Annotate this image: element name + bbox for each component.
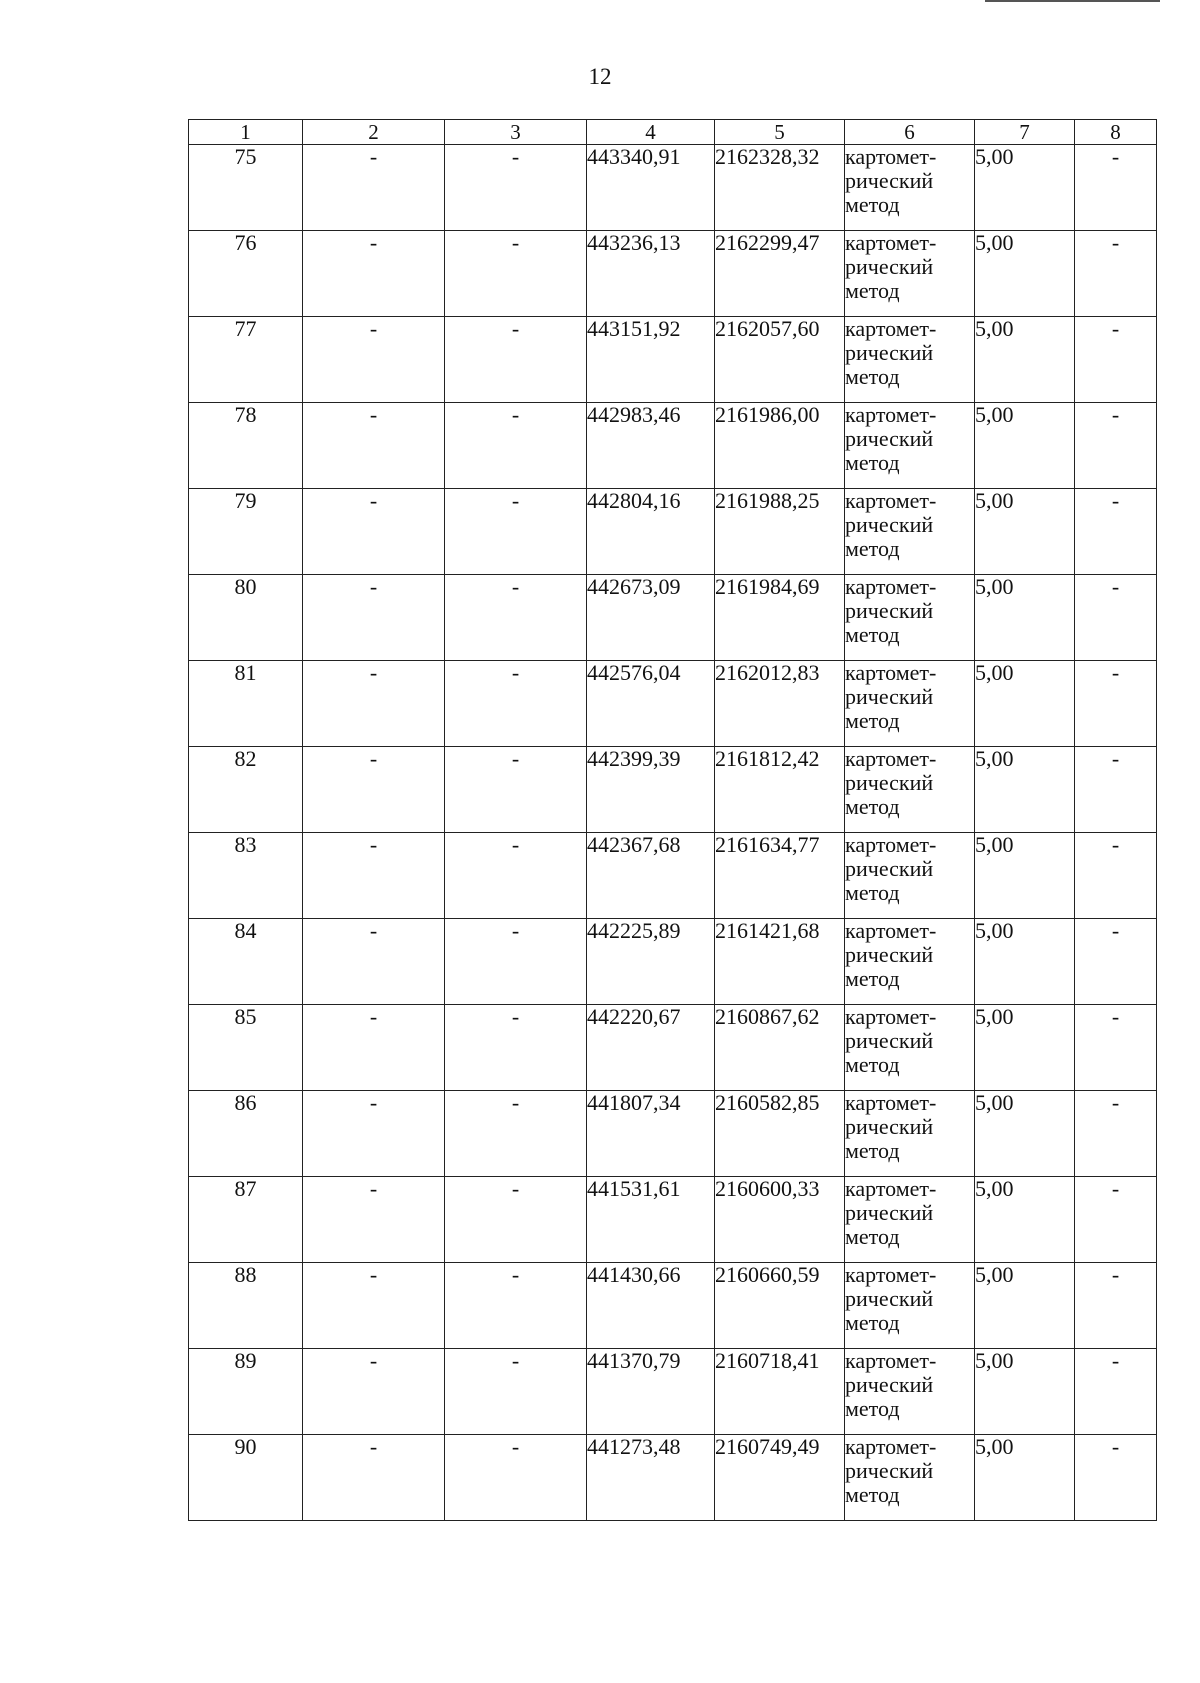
column-8-cell: - xyxy=(1075,1349,1157,1435)
column-2-cell: - xyxy=(303,575,445,661)
x-coordinate-cell: 442399,39 xyxy=(587,747,715,833)
column-2-cell: - xyxy=(303,403,445,489)
column-header: 8 xyxy=(1075,120,1157,145)
column-8-cell: - xyxy=(1075,661,1157,747)
method-cell: картомет- рический метод xyxy=(845,919,975,1005)
column-3-cell: - xyxy=(445,833,587,919)
column-2-cell: - xyxy=(303,919,445,1005)
point-number-cell: 75 xyxy=(189,145,303,231)
method-cell: картомет- рический метод xyxy=(845,1005,975,1091)
point-number-cell: 86 xyxy=(189,1091,303,1177)
column-3-cell: - xyxy=(445,661,587,747)
y-coordinate-cell: 2160582,85 xyxy=(715,1091,845,1177)
accuracy-cell: 5,00 xyxy=(975,1005,1075,1091)
accuracy-cell: 5,00 xyxy=(975,833,1075,919)
accuracy-cell: 5,00 xyxy=(975,661,1075,747)
accuracy-cell: 5,00 xyxy=(975,575,1075,661)
scan-edge-mark xyxy=(985,0,1160,2)
method-cell: картомет- рический метод xyxy=(845,575,975,661)
column-header: 4 xyxy=(587,120,715,145)
y-coordinate-cell: 2161634,77 xyxy=(715,833,845,919)
table-row xyxy=(189,145,1157,231)
accuracy-cell: 5,00 xyxy=(975,489,1075,575)
y-coordinate-cell: 2160718,41 xyxy=(715,1349,845,1435)
y-coordinate-cell: 2162328,32 xyxy=(715,145,845,231)
point-number-cell: 83 xyxy=(189,833,303,919)
accuracy-cell: 5,00 xyxy=(975,1435,1075,1521)
method-cell: картомет- рический метод xyxy=(845,317,975,403)
column-2-cell: - xyxy=(303,1177,445,1263)
column-3-cell: - xyxy=(445,317,587,403)
column-8-cell: - xyxy=(1075,747,1157,833)
column-3-cell: - xyxy=(445,575,587,661)
point-number-cell: 84 xyxy=(189,919,303,1005)
table-row xyxy=(189,1435,1157,1521)
coordinates-table xyxy=(188,119,1157,1521)
column-3-cell: - xyxy=(445,747,587,833)
y-coordinate-cell: 2161988,25 xyxy=(715,489,845,575)
accuracy-cell: 5,00 xyxy=(975,317,1075,403)
method-cell: картомет- рический метод xyxy=(845,1435,975,1521)
column-header: 1 xyxy=(189,120,303,145)
point-number-cell: 77 xyxy=(189,317,303,403)
point-number-cell: 88 xyxy=(189,1263,303,1349)
column-2-cell: - xyxy=(303,747,445,833)
y-coordinate-cell: 2162299,47 xyxy=(715,231,845,317)
y-coordinate-cell: 2160660,59 xyxy=(715,1263,845,1349)
column-3-cell: - xyxy=(445,145,587,231)
column-8-cell: - xyxy=(1075,1005,1157,1091)
y-coordinate-cell: 2161984,69 xyxy=(715,575,845,661)
table-row xyxy=(189,1177,1157,1263)
x-coordinate-cell: 443340,91 xyxy=(587,145,715,231)
column-3-cell: - xyxy=(445,489,587,575)
point-number-cell: 87 xyxy=(189,1177,303,1263)
y-coordinate-cell: 2160867,62 xyxy=(715,1005,845,1091)
column-header: 2 xyxy=(303,120,445,145)
method-cell: картомет- рический метод xyxy=(845,1263,975,1349)
column-3-cell: - xyxy=(445,1091,587,1177)
table-row xyxy=(189,747,1157,833)
column-2-cell: - xyxy=(303,1091,445,1177)
y-coordinate-cell: 2160749,49 xyxy=(715,1435,845,1521)
method-cell: картомет- рический метод xyxy=(845,1177,975,1263)
column-2-cell: - xyxy=(303,661,445,747)
table-row xyxy=(189,919,1157,1005)
column-2-cell: - xyxy=(303,231,445,317)
x-coordinate-cell: 441370,79 xyxy=(587,1349,715,1435)
header-row xyxy=(189,120,1157,145)
accuracy-cell: 5,00 xyxy=(975,1091,1075,1177)
column-8-cell: - xyxy=(1075,833,1157,919)
accuracy-cell: 5,00 xyxy=(975,231,1075,317)
column-8-cell: - xyxy=(1075,575,1157,661)
page-number: 12 xyxy=(588,64,612,89)
y-coordinate-cell: 2161421,68 xyxy=(715,919,845,1005)
method-cell: картомет- рический метод xyxy=(845,1091,975,1177)
column-header: 6 xyxy=(845,120,975,145)
method-cell: картомет- рический метод xyxy=(845,231,975,317)
column-8-cell: - xyxy=(1075,1435,1157,1521)
point-number-cell: 76 xyxy=(189,231,303,317)
point-number-cell: 89 xyxy=(189,1349,303,1435)
table-row xyxy=(189,833,1157,919)
x-coordinate-cell: 442220,67 xyxy=(587,1005,715,1091)
column-2-cell: - xyxy=(303,1005,445,1091)
column-3-cell: - xyxy=(445,919,587,1005)
column-2-cell: - xyxy=(303,1435,445,1521)
column-3-cell: - xyxy=(445,1005,587,1091)
table-row xyxy=(189,1349,1157,1435)
method-cell: картомет- рический метод xyxy=(845,145,975,231)
column-2-cell: - xyxy=(303,317,445,403)
method-cell: картомет- рический метод xyxy=(845,833,975,919)
x-coordinate-cell: 441807,34 xyxy=(587,1091,715,1177)
accuracy-cell: 5,00 xyxy=(975,145,1075,231)
point-number-cell: 78 xyxy=(189,403,303,489)
table-row xyxy=(189,489,1157,575)
column-3-cell: - xyxy=(445,1263,587,1349)
column-8-cell: - xyxy=(1075,1177,1157,1263)
accuracy-cell: 5,00 xyxy=(975,919,1075,1005)
x-coordinate-cell: 441531,61 xyxy=(587,1177,715,1263)
column-8-cell: - xyxy=(1075,1263,1157,1349)
y-coordinate-cell: 2162057,60 xyxy=(715,317,845,403)
table-row xyxy=(189,403,1157,489)
column-2-cell: - xyxy=(303,1349,445,1435)
accuracy-cell: 5,00 xyxy=(975,1177,1075,1263)
method-cell: картомет- рический метод xyxy=(845,747,975,833)
x-coordinate-cell: 441430,66 xyxy=(587,1263,715,1349)
column-8-cell: - xyxy=(1075,403,1157,489)
column-3-cell: - xyxy=(445,1349,587,1435)
method-cell: картомет- рический метод xyxy=(845,661,975,747)
accuracy-cell: 5,00 xyxy=(975,747,1075,833)
column-2-cell: - xyxy=(303,489,445,575)
accuracy-cell: 5,00 xyxy=(975,1263,1075,1349)
y-coordinate-cell: 2160600,33 xyxy=(715,1177,845,1263)
table-row xyxy=(189,1263,1157,1349)
column-header: 7 xyxy=(975,120,1075,145)
x-coordinate-cell: 442983,46 xyxy=(587,403,715,489)
method-cell: картомет- рический метод xyxy=(845,1349,975,1435)
column-8-cell: - xyxy=(1075,231,1157,317)
point-number-cell: 81 xyxy=(189,661,303,747)
column-3-cell: - xyxy=(445,403,587,489)
x-coordinate-cell: 442225,89 xyxy=(587,919,715,1005)
column-2-cell: - xyxy=(303,1263,445,1349)
x-coordinate-cell: 442804,16 xyxy=(587,489,715,575)
column-2-cell: - xyxy=(303,833,445,919)
table-row xyxy=(189,1091,1157,1177)
accuracy-cell: 5,00 xyxy=(975,1349,1075,1435)
column-3-cell: - xyxy=(445,231,587,317)
method-cell: картомет- рический метод xyxy=(845,403,975,489)
x-coordinate-cell: 441273,48 xyxy=(587,1435,715,1521)
x-coordinate-cell: 442673,09 xyxy=(587,575,715,661)
table-row xyxy=(189,1005,1157,1091)
column-header: 5 xyxy=(715,120,845,145)
column-8-cell: - xyxy=(1075,919,1157,1005)
column-8-cell: - xyxy=(1075,1091,1157,1177)
x-coordinate-cell: 443236,13 xyxy=(587,231,715,317)
column-8-cell: - xyxy=(1075,317,1157,403)
column-8-cell: - xyxy=(1075,145,1157,231)
table-row xyxy=(189,317,1157,403)
point-number-cell: 82 xyxy=(189,747,303,833)
table-row xyxy=(189,661,1157,747)
x-coordinate-cell: 442367,68 xyxy=(587,833,715,919)
y-coordinate-cell: 2161812,42 xyxy=(715,747,845,833)
accuracy-cell: 5,00 xyxy=(975,403,1075,489)
point-number-cell: 79 xyxy=(189,489,303,575)
x-coordinate-cell: 442576,04 xyxy=(587,661,715,747)
method-cell: картомет- рический метод xyxy=(845,489,975,575)
table-row xyxy=(189,231,1157,317)
table-row xyxy=(189,575,1157,661)
point-number-cell: 80 xyxy=(189,575,303,661)
y-coordinate-cell: 2161986,00 xyxy=(715,403,845,489)
point-number-cell: 85 xyxy=(189,1005,303,1091)
column-header: 3 xyxy=(445,120,587,145)
x-coordinate-cell: 443151,92 xyxy=(587,317,715,403)
y-coordinate-cell: 2162012,83 xyxy=(715,661,845,747)
column-2-cell: - xyxy=(303,145,445,231)
point-number-cell: 90 xyxy=(189,1435,303,1521)
column-3-cell: - xyxy=(445,1177,587,1263)
column-8-cell: - xyxy=(1075,489,1157,575)
column-3-cell: - xyxy=(445,1435,587,1521)
